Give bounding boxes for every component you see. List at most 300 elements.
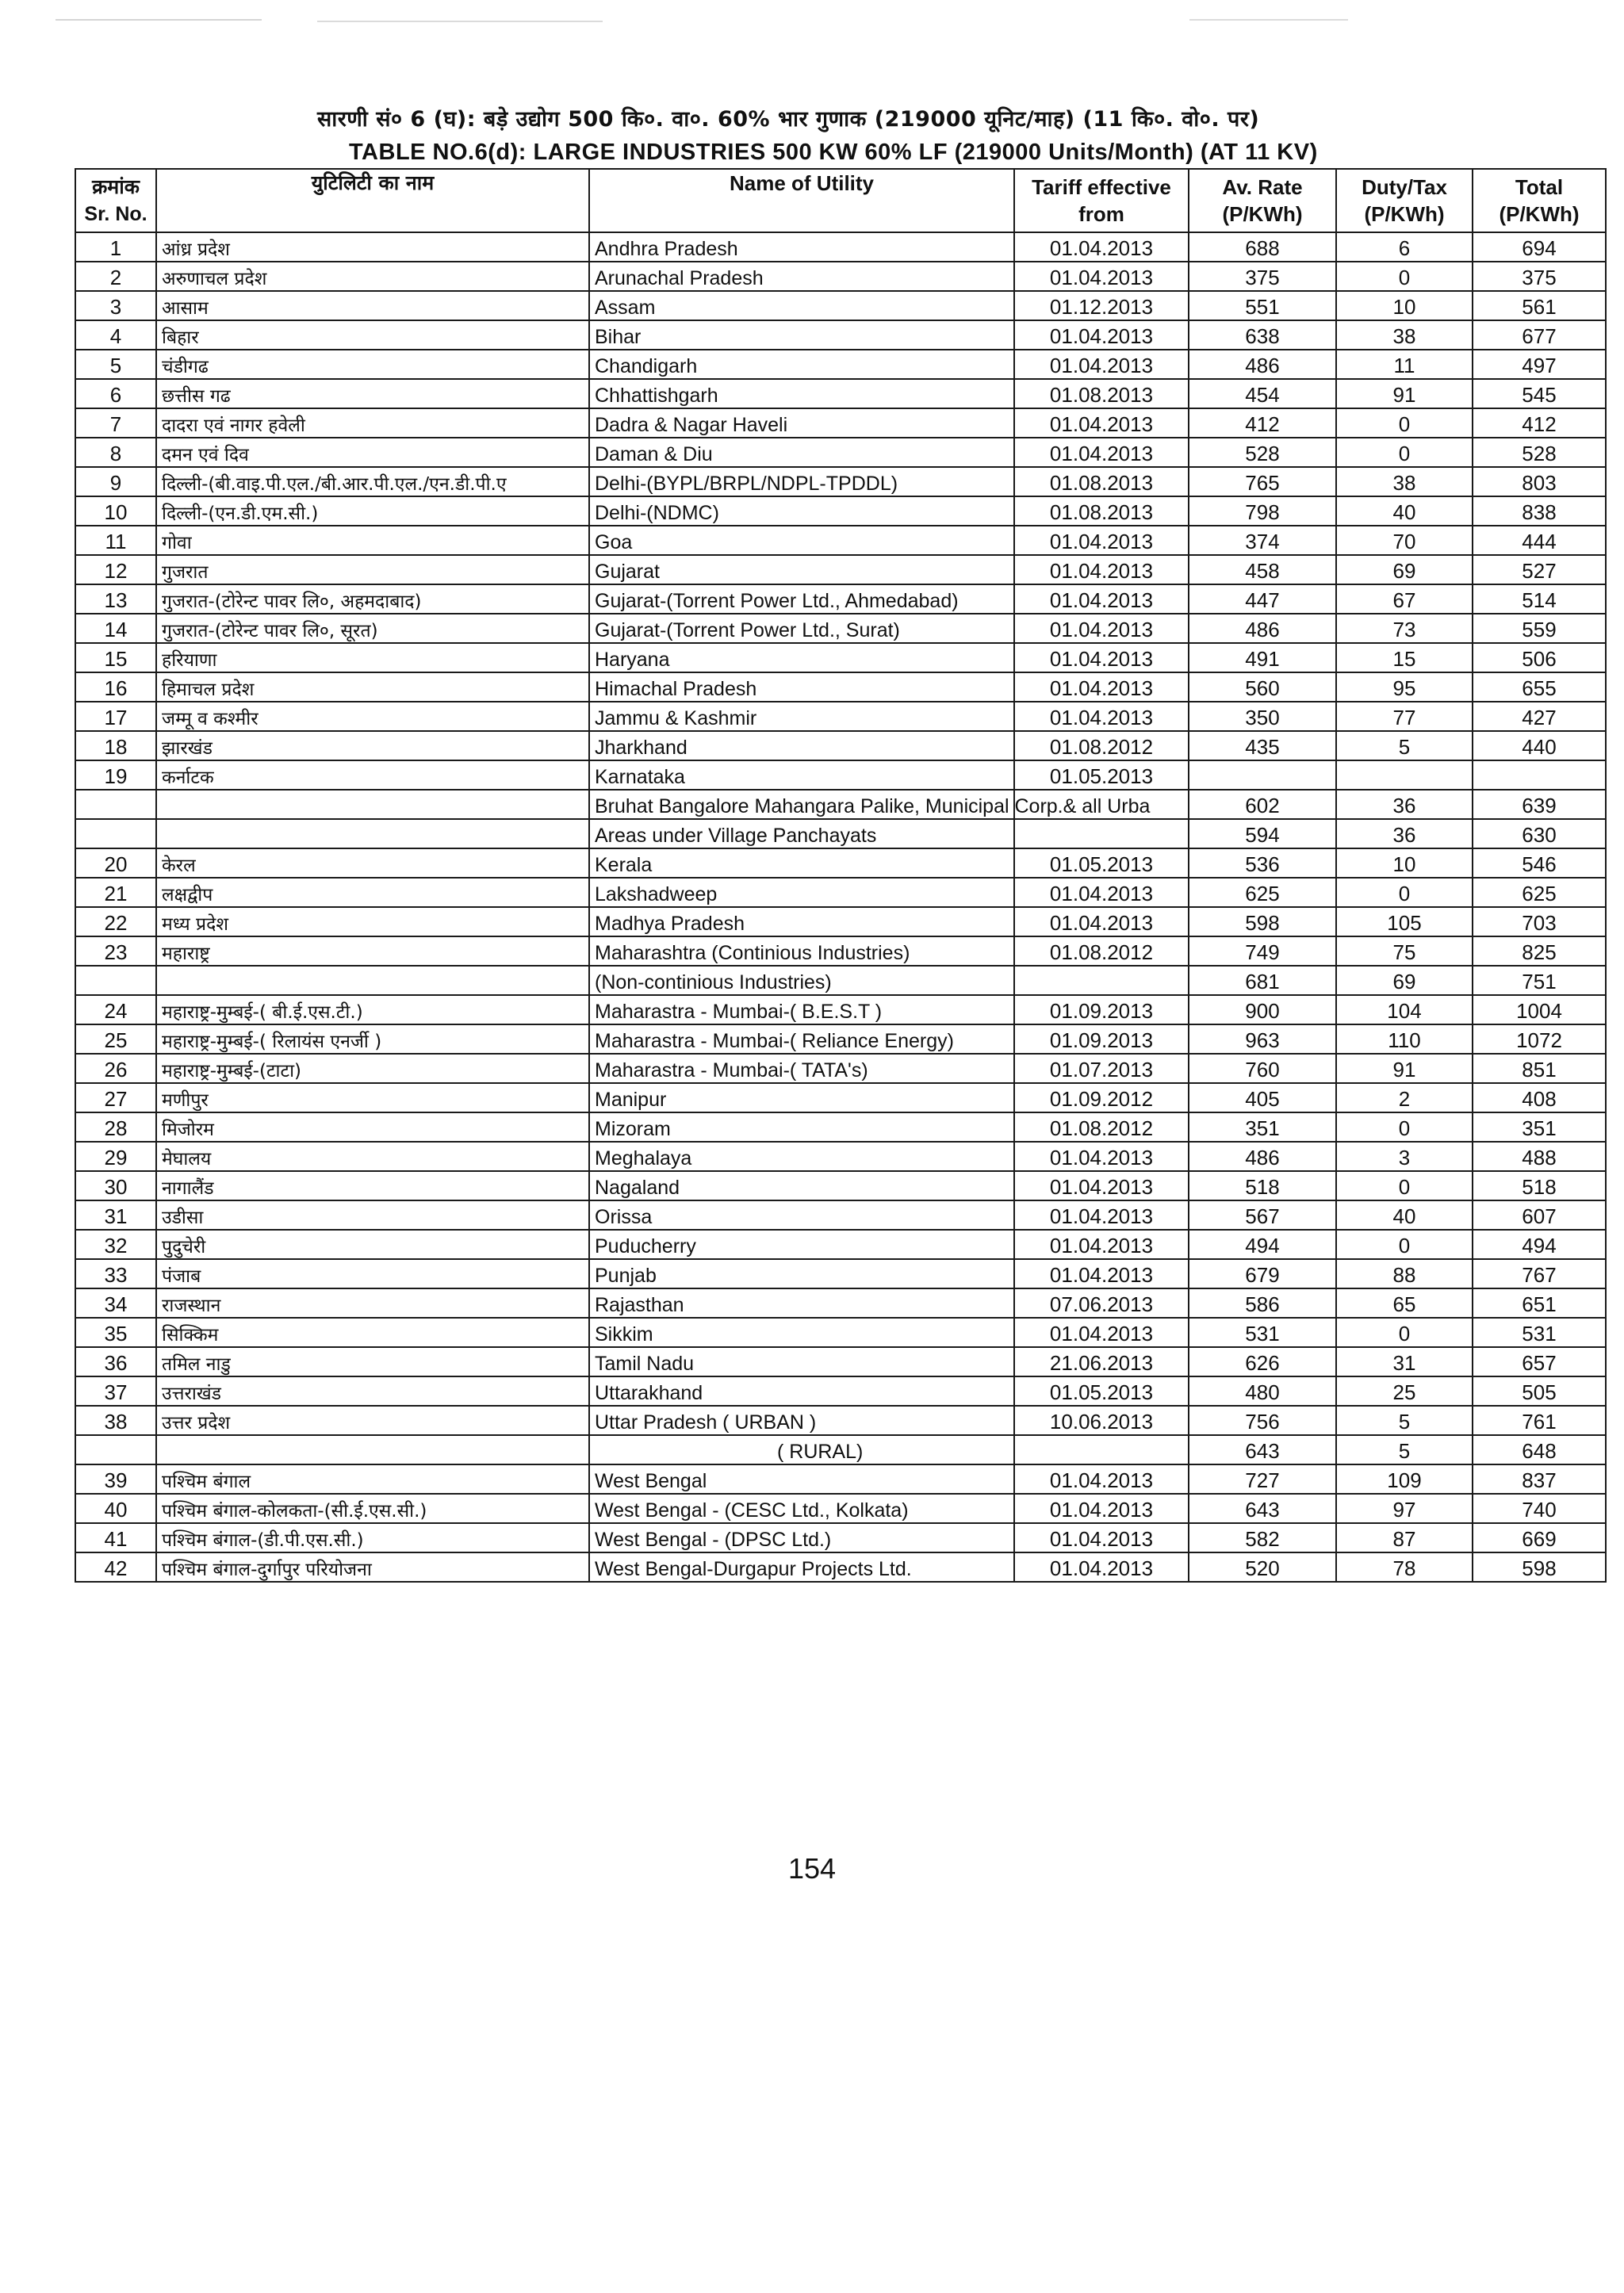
total-cell: 838 (1473, 496, 1606, 526)
total-cell: 408 (1473, 1083, 1606, 1112)
duty-tax-cell: 25 (1336, 1376, 1473, 1406)
table-row (75, 1523, 1606, 1552)
utility-name-cell: Meghalaya (589, 1142, 1014, 1171)
sr-no-cell: 17 (75, 702, 156, 731)
duty-tax-cell: 91 (1336, 1054, 1473, 1083)
av-rate-cell: 594 (1189, 819, 1336, 848)
tariff-date-cell: 01.04.2013 (1014, 1142, 1189, 1171)
tariff-date-cell: 01.04.2013 (1014, 262, 1189, 291)
duty-tax-cell: 0 (1336, 1318, 1473, 1347)
duty-tax-cell (1336, 760, 1473, 790)
tariff-date-cell: 01.04.2013 (1014, 1230, 1189, 1259)
total-cell: 751 (1473, 966, 1606, 995)
av-rate-cell: 560 (1189, 672, 1336, 702)
av-rate-cell: 681 (1189, 966, 1336, 995)
utility-name-hindi-cell: अरुणाचल प्रदेश (156, 262, 589, 291)
sr-no-cell: 14 (75, 614, 156, 643)
utility-name-hindi-cell: मेघालय (156, 1142, 589, 1171)
utility-name-cell: Chandigarh (589, 350, 1014, 379)
utility-name-cell: Delhi-(BYPL/BRPL/NDPL-TPDDL) (589, 467, 1014, 496)
tariff-date-cell: 01.04.2013 (1014, 526, 1189, 555)
table-row (75, 1347, 1606, 1376)
sr-no-cell: 41 (75, 1523, 156, 1552)
utility-name-header: Name of Utility (589, 169, 1014, 232)
total-cell: 825 (1473, 936, 1606, 966)
tariff-date-cell: 01.04.2013 (1014, 555, 1189, 584)
table-row (75, 672, 1606, 702)
table-row (75, 878, 1606, 907)
table-row (75, 467, 1606, 496)
duty-tax-cell: 31 (1336, 1347, 1473, 1376)
duty-tax-cell: 77 (1336, 702, 1473, 731)
utility-name-cell: Maharashtra (Continious Industries) (589, 936, 1014, 966)
duty-tax-cell: 75 (1336, 936, 1473, 966)
page-number: 154 (787, 1852, 837, 1885)
duty-tax-cell: 10 (1336, 848, 1473, 878)
duty-tax-cell: 15 (1336, 643, 1473, 672)
av-rate-cell: 412 (1189, 408, 1336, 438)
sr-no-cell: 18 (75, 731, 156, 760)
duty-tax-cell: 105 (1336, 907, 1473, 936)
table-row (75, 438, 1606, 467)
duty-tax-cell: 40 (1336, 1200, 1473, 1230)
tariff-date-cell: 01.05.2013 (1014, 760, 1189, 790)
table-row (75, 1406, 1606, 1435)
tariff-date-cell: 01.04.2013 (1014, 1318, 1189, 1347)
utility-name-hindi-cell: महाराष्ट्र-मुम्बई-(टाटा) (156, 1054, 589, 1083)
total-cell: 527 (1473, 555, 1606, 584)
tariff-date-cell: 01.04.2013 (1014, 1464, 1189, 1494)
total-cell: 803 (1473, 467, 1606, 496)
sr-no-cell: 29 (75, 1142, 156, 1171)
sr-no-cell: 22 (75, 907, 156, 936)
utility-name-cell: Mizoram (589, 1112, 1014, 1142)
duty-tax-cell: 6 (1336, 232, 1473, 262)
table-title-english: TABLE NO.6(d): LARGE INDUSTRIES 500 KW 60% LF (219000 Units/Month) (AT 11 KV) (349, 140, 1318, 165)
duty-tax-cell: 38 (1336, 320, 1473, 350)
table-row (75, 408, 1606, 438)
av-rate-cell: 520 (1189, 1552, 1336, 1582)
duty-tax-cell: 0 (1336, 878, 1473, 907)
utility-name-hindi-cell: कर्नाटक (156, 760, 589, 790)
utility-name-cell: Orissa (589, 1200, 1014, 1230)
sr-no-cell: 36 (75, 1347, 156, 1376)
av-rate-cell: 567 (1189, 1200, 1336, 1230)
table-row (75, 262, 1606, 291)
duty-tax-cell: 104 (1336, 995, 1473, 1024)
av-rate-cell: 756 (1189, 1406, 1336, 1435)
utility-name-hindi-cell: आंध्र प्रदेश (156, 232, 589, 262)
av-rate-cell: 480 (1189, 1376, 1336, 1406)
utility-name-hindi-cell: राजस्थान (156, 1288, 589, 1318)
table-row (75, 1435, 1606, 1464)
total-cell: 651 (1473, 1288, 1606, 1318)
tariff-date-cell: 01.04.2013 (1014, 1259, 1189, 1288)
sr-no-cell: 33 (75, 1259, 156, 1288)
av-rate-cell: 551 (1189, 291, 1336, 320)
utility-name-hindi-cell: महाराष्ट्र-मुम्बई-( रिलायंस एनर्जी ) (156, 1024, 589, 1054)
av-rate-cell: 494 (1189, 1230, 1336, 1259)
table-row (75, 1112, 1606, 1142)
utility-name-cell: Daman & Diu (589, 438, 1014, 467)
sr-no-cell: 35 (75, 1318, 156, 1347)
scan-artifact (317, 21, 603, 22)
tariff-date-cell: 01.04.2013 (1014, 320, 1189, 350)
utility-name-cell: Maharastra - Mumbai-( B.E.S.T ) (589, 995, 1014, 1024)
sr-no-cell: 19 (75, 760, 156, 790)
utility-name-cell: Tamil Nadu (589, 1347, 1014, 1376)
utility-name-cell: West Bengal - (DPSC Ltd.) (589, 1523, 1014, 1552)
utility-name-cell: Gujarat (589, 555, 1014, 584)
tariff-date-cell: 01.08.2013 (1014, 379, 1189, 408)
utility-name-cell: ( RURAL) (589, 1435, 1014, 1464)
utility-name-cell: Nagaland (589, 1171, 1014, 1200)
tariff-date-cell: 01.04.2013 (1014, 232, 1189, 262)
sr-no-cell: 30 (75, 1171, 156, 1200)
av-rate-cell: 486 (1189, 1142, 1336, 1171)
total-cell: 528 (1473, 438, 1606, 467)
tariff-date-cell: 01.04.2013 (1014, 614, 1189, 643)
table-row (75, 496, 1606, 526)
utility-name-cell: Bruhat Bangalore Mahangara Palike, Municipal Corp.& all Urba (589, 790, 1014, 819)
av-rate-cell: 749 (1189, 936, 1336, 966)
utility-name-cell: Bihar (589, 320, 1014, 350)
sr-no-cell: 12 (75, 555, 156, 584)
total-cell: 657 (1473, 1347, 1606, 1376)
av-rate-cell: 900 (1189, 995, 1336, 1024)
table-row (75, 232, 1606, 262)
tariff-date-cell: 01.08.2012 (1014, 731, 1189, 760)
sr-no-cell: 6 (75, 379, 156, 408)
sr-no-cell: 11 (75, 526, 156, 555)
sr-no-cell: 9 (75, 467, 156, 496)
av-rate-cell: 688 (1189, 232, 1336, 262)
table-row (75, 1024, 1606, 1054)
av-rate-cell: 643 (1189, 1435, 1336, 1464)
av-rate-cell: 598 (1189, 907, 1336, 936)
av-rate-cell: 454 (1189, 379, 1336, 408)
sr-no-cell: 27 (75, 1083, 156, 1112)
duty-tax-cell: 5 (1336, 1435, 1473, 1464)
utility-name-cell: Uttar Pradesh ( URBAN ) (589, 1406, 1014, 1435)
duty-tax-cell: 0 (1336, 1171, 1473, 1200)
tariff-date-cell: 01.07.2013 (1014, 1054, 1189, 1083)
av-rate-cell: 626 (1189, 1347, 1336, 1376)
duty-tax-cell: 40 (1336, 496, 1473, 526)
av-rate-cell: 760 (1189, 1054, 1336, 1083)
utility-name-hindi-cell: दिल्ली-(एन.डी.एम.सी.) (156, 496, 589, 526)
table-row (75, 907, 1606, 936)
utility-name-cell: Maharastra - Mumbai-( TATA's) (589, 1054, 1014, 1083)
duty-tax-cell: 0 (1336, 408, 1473, 438)
utility-name-hindi-cell: दिल्ली-(बी.वाइ.पी.एल./बी.आर.पी.एल./एन.डी.पी.ए (156, 467, 589, 496)
tariff-date-cell: 01.04.2013 (1014, 1552, 1189, 1582)
table-row (75, 702, 1606, 731)
utility-name-cell: Rajasthan (589, 1288, 1014, 1318)
tariff-date-cell: 01.12.2013 (1014, 291, 1189, 320)
duty-tax-cell: 69 (1336, 555, 1473, 584)
utility-name-hindi-cell: उडीसा (156, 1200, 589, 1230)
duty-tax-header: Duty/Tax (P/KWh) (1336, 169, 1473, 232)
utility-name-cell: Maharastra - Mumbai-( Reliance Energy) (589, 1024, 1014, 1054)
tariff-date-cell: 01.04.2013 (1014, 1200, 1189, 1230)
sr-no-cell: 4 (75, 320, 156, 350)
table-row (75, 1318, 1606, 1347)
tariff-date-cell: 01.04.2013 (1014, 672, 1189, 702)
total-cell: 767 (1473, 1259, 1606, 1288)
table-row (75, 320, 1606, 350)
tariff-date-cell: 01.08.2013 (1014, 496, 1189, 526)
tariff-date-cell: 01.04.2013 (1014, 584, 1189, 614)
utility-name-hindi-cell: केरल (156, 848, 589, 878)
utility-name-hindi-cell: पश्चिम बंगाल (156, 1464, 589, 1494)
av-rate-cell: 351 (1189, 1112, 1336, 1142)
utility-name-hindi-cell: पश्चिम बंगाल-दुर्गापुर परियोजना (156, 1552, 589, 1582)
utility-name-hindi-cell: हिमाचल प्रदेश (156, 672, 589, 702)
sr-no-cell: 3 (75, 291, 156, 320)
tariff-date-cell: 01.09.2013 (1014, 995, 1189, 1024)
utility-name-hindi-cell (156, 819, 589, 848)
table-row (75, 379, 1606, 408)
av-rate-cell: 643 (1189, 1494, 1336, 1523)
tariff-table (75, 168, 1607, 1583)
av-rate-cell: 374 (1189, 526, 1336, 555)
duty-tax-cell: 0 (1336, 1112, 1473, 1142)
tariff-date-cell: 01.04.2013 (1014, 907, 1189, 936)
total-cell: 703 (1473, 907, 1606, 936)
tariff-date-cell (1014, 1435, 1189, 1464)
sr-no-cell: 26 (75, 1054, 156, 1083)
utility-name-hindi-cell: पश्चिम बंगाल-कोलकता-(सी.ई.एस.सी.) (156, 1494, 589, 1523)
total-cell: 655 (1473, 672, 1606, 702)
utility-name-cell: Areas under Village Panchayats (589, 819, 1014, 848)
utility-name-hindi-cell: आसाम (156, 291, 589, 320)
utility-name-hindi-cell: पंजाब (156, 1259, 589, 1288)
tariff-date-cell: 01.04.2013 (1014, 643, 1189, 672)
tariff-date-cell: 01.04.2013 (1014, 408, 1189, 438)
utility-name-cell: Uttarakhand (589, 1376, 1014, 1406)
sr-no-cell: 21 (75, 878, 156, 907)
tariff-date-cell: 01.04.2013 (1014, 1171, 1189, 1200)
table-title-hindi: सारणी सं० 6 (घ): बड़े उद्योग 500 कि०. वा०. 60% भार गुणाक (219000 यूनिट/माह) (11 कि०. वो०. पर) (317, 107, 1260, 132)
tariff-effective-header: Tariff effective from (1014, 169, 1189, 232)
duty-tax-cell: 73 (1336, 614, 1473, 643)
total-cell: 694 (1473, 232, 1606, 262)
total-cell: 598 (1473, 1552, 1606, 1582)
sr-no-cell (75, 790, 156, 819)
total-cell: 1004 (1473, 995, 1606, 1024)
sr-no-cell (75, 966, 156, 995)
scan-artifact (1189, 19, 1348, 21)
total-cell: 497 (1473, 350, 1606, 379)
duty-tax-cell: 95 (1336, 672, 1473, 702)
av-rate-cell: 765 (1189, 467, 1336, 496)
table-row (75, 790, 1606, 819)
total-cell: 677 (1473, 320, 1606, 350)
tariff-date-cell: 01.05.2013 (1014, 848, 1189, 878)
utility-name-cell: Manipur (589, 1083, 1014, 1112)
total-cell: 837 (1473, 1464, 1606, 1494)
tariff-date-cell: 01.09.2012 (1014, 1083, 1189, 1112)
table-row (75, 1552, 1606, 1582)
utility-name-cell: Lakshadweep (589, 878, 1014, 907)
tariff-date-cell (1014, 966, 1189, 995)
table-row (75, 555, 1606, 584)
sr-no-cell: 20 (75, 848, 156, 878)
utility-name-hindi-cell (156, 790, 589, 819)
duty-tax-cell: 65 (1336, 1288, 1473, 1318)
utility-name-hindi-cell: दादरा एवं नागर हवेली (156, 408, 589, 438)
total-cell: 375 (1473, 262, 1606, 291)
tariff-date-cell: 01.08.2012 (1014, 936, 1189, 966)
av-rate-cell: 458 (1189, 555, 1336, 584)
av-rate-cell: 798 (1189, 496, 1336, 526)
sr-no-cell: 24 (75, 995, 156, 1024)
table-row (75, 1230, 1606, 1259)
duty-tax-cell: 5 (1336, 1406, 1473, 1435)
duty-tax-cell: 0 (1336, 438, 1473, 467)
total-cell: 669 (1473, 1523, 1606, 1552)
utility-name-hindi-cell: गुजरात-(टोरेन्ट पावर लि०, अहमदाबाद) (156, 584, 589, 614)
utility-name-cell: Jammu & Kashmir (589, 702, 1014, 731)
duty-tax-cell: 67 (1336, 584, 1473, 614)
utility-name-hindi-cell: पुदुचेरी (156, 1230, 589, 1259)
av-rate-cell: 727 (1189, 1464, 1336, 1494)
utility-name-hindi-cell: पश्चिम बंगाल-(डी.पी.एस.सी.) (156, 1523, 589, 1552)
utility-name-hindi-cell: झारखंड (156, 731, 589, 760)
table-row (75, 1142, 1606, 1171)
av-rate-cell: 625 (1189, 878, 1336, 907)
utility-name-hindi-cell: मध्य प्रदेश (156, 907, 589, 936)
utility-name-cell: Madhya Pradesh (589, 907, 1014, 936)
utility-name-hindi-cell: उत्तराखंड (156, 1376, 589, 1406)
tariff-date-cell: 10.06.2013 (1014, 1406, 1189, 1435)
av-rate-header: Av. Rate (P/KWh) (1189, 169, 1336, 232)
av-rate-cell (1189, 760, 1336, 790)
utility-name-cell: Jharkhand (589, 731, 1014, 760)
utility-name-cell: (Non-continious Industries) (589, 966, 1014, 995)
tariff-date-cell: 21.06.2013 (1014, 1347, 1189, 1376)
utility-name-hindi-cell: जम्मू व कश्मीर (156, 702, 589, 731)
duty-tax-cell: 97 (1336, 1494, 1473, 1523)
duty-tax-cell: 36 (1336, 790, 1473, 819)
total-cell: 561 (1473, 291, 1606, 320)
utility-name-hindi-cell: गोवा (156, 526, 589, 555)
sr-no-cell: 32 (75, 1230, 156, 1259)
duty-tax-cell: 91 (1336, 379, 1473, 408)
av-rate-cell: 582 (1189, 1523, 1336, 1552)
utility-name-cell: Chhattishgarh (589, 379, 1014, 408)
total-cell: 639 (1473, 790, 1606, 819)
utility-name-cell: West Bengal - (CESC Ltd., Kolkata) (589, 1494, 1014, 1523)
utility-name-hindi-cell (156, 1435, 589, 1464)
utility-name-cell: Goa (589, 526, 1014, 555)
table-row (75, 1200, 1606, 1230)
av-rate-cell: 528 (1189, 438, 1336, 467)
duty-tax-cell: 11 (1336, 350, 1473, 379)
total-cell: 851 (1473, 1054, 1606, 1083)
table-row (75, 936, 1606, 966)
utility-name-hindi-header: युटिलिटी का नाम (156, 169, 589, 232)
sr-no-cell: 13 (75, 584, 156, 614)
table-row (75, 1259, 1606, 1288)
total-header: Total (P/KWh) (1473, 169, 1606, 232)
total-cell: 440 (1473, 731, 1606, 760)
tariff-date-cell: 01.04.2013 (1014, 350, 1189, 379)
duty-tax-cell: 2 (1336, 1083, 1473, 1112)
utility-name-hindi-cell: छत्तीस गढ (156, 379, 589, 408)
utility-name-hindi-cell (156, 966, 589, 995)
av-rate-cell: 486 (1189, 614, 1336, 643)
duty-tax-cell: 69 (1336, 966, 1473, 995)
utility-name-cell: West Bengal (589, 1464, 1014, 1494)
table-row (75, 848, 1606, 878)
total-cell: 630 (1473, 819, 1606, 848)
total-cell: 531 (1473, 1318, 1606, 1347)
tariff-date-cell: 01.05.2013 (1014, 1376, 1189, 1406)
sr-no-cell: 38 (75, 1406, 156, 1435)
utility-name-hindi-cell: तमिल नाडु (156, 1347, 589, 1376)
total-cell: 761 (1473, 1406, 1606, 1435)
total-cell: 648 (1473, 1435, 1606, 1464)
total-cell: 494 (1473, 1230, 1606, 1259)
av-rate-cell: 405 (1189, 1083, 1336, 1112)
sr-no-cell: 7 (75, 408, 156, 438)
sr-no-cell: 25 (75, 1024, 156, 1054)
tariff-date-cell: 01.08.2012 (1014, 1112, 1189, 1142)
sr-no-cell: 2 (75, 262, 156, 291)
total-cell: 514 (1473, 584, 1606, 614)
av-rate-cell: 638 (1189, 320, 1336, 350)
sr-no-cell: 40 (75, 1494, 156, 1523)
duty-tax-cell: 0 (1336, 1230, 1473, 1259)
utility-name-cell: Arunachal Pradesh (589, 262, 1014, 291)
av-rate-cell: 491 (1189, 643, 1336, 672)
tariff-date-cell: 01.04.2013 (1014, 702, 1189, 731)
total-cell: 625 (1473, 878, 1606, 907)
total-cell: 506 (1473, 643, 1606, 672)
table-row (75, 291, 1606, 320)
sr-no-cell: 34 (75, 1288, 156, 1318)
scan-artifact (56, 19, 262, 21)
sr-no-cell: 15 (75, 643, 156, 672)
table-row (75, 731, 1606, 760)
total-cell: 518 (1473, 1171, 1606, 1200)
utility-name-hindi-cell: गुजरात-(टोरेन्ट पावर लि०, सूरत) (156, 614, 589, 643)
tariff-date-cell: 01.04.2013 (1014, 1494, 1189, 1523)
utility-name-hindi-cell: दमन एवं दिव (156, 438, 589, 467)
total-cell: 607 (1473, 1200, 1606, 1230)
total-cell: 351 (1473, 1112, 1606, 1142)
sr-no-cell: 37 (75, 1376, 156, 1406)
utility-name-hindi-cell: महाराष्ट्र-मुम्बई-( बी.ई.एस.टी.) (156, 995, 589, 1024)
sr-no-cell: 28 (75, 1112, 156, 1142)
total-cell: 444 (1473, 526, 1606, 555)
av-rate-cell: 518 (1189, 1171, 1336, 1200)
utility-name-hindi-cell: हरियाणा (156, 643, 589, 672)
header-row (75, 169, 1606, 232)
utility-name-hindi-cell: मणीपुर (156, 1083, 589, 1112)
duty-tax-cell: 88 (1336, 1259, 1473, 1288)
tariff-date-cell: 01.08.2013 (1014, 467, 1189, 496)
utility-name-cell: Haryana (589, 643, 1014, 672)
total-cell: 412 (1473, 408, 1606, 438)
utility-name-cell: Gujarat-(Torrent Power Ltd., Surat) (589, 614, 1014, 643)
table-row (75, 966, 1606, 995)
sr-no-cell (75, 819, 156, 848)
av-rate-cell: 435 (1189, 731, 1336, 760)
sr-no-cell: 16 (75, 672, 156, 702)
